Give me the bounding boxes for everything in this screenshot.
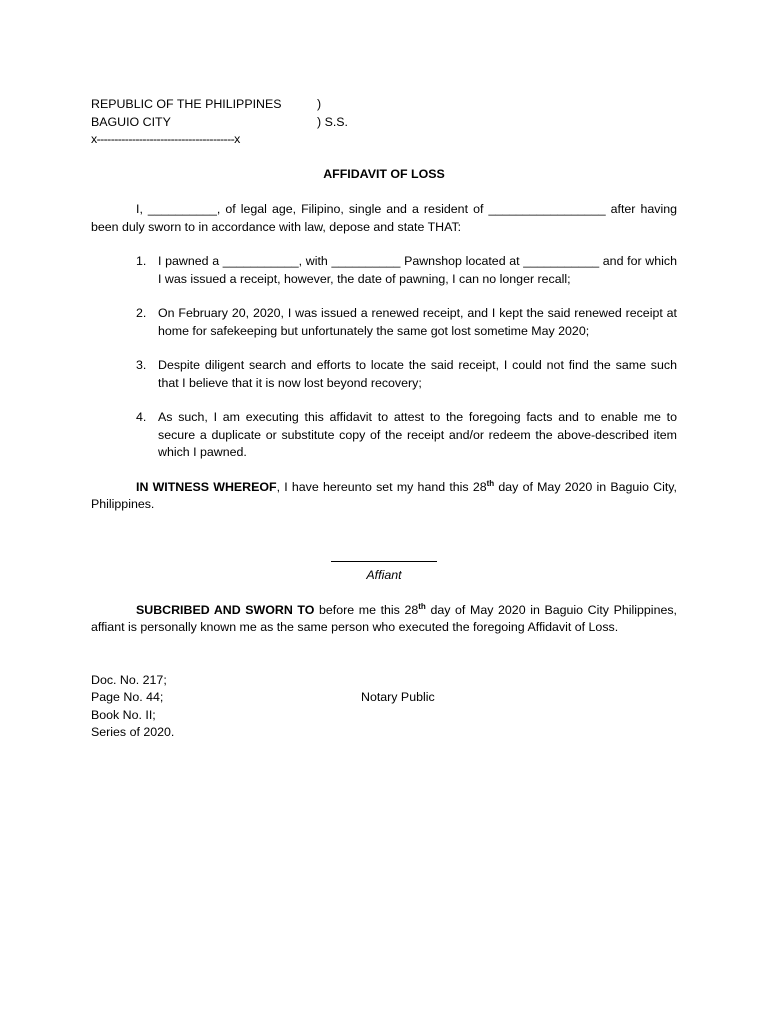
item-text: Despite diligent search and efforts to locate the said receipt, I could not find the same such that I believe that it is now lost beyond recovery; (158, 358, 677, 390)
item-number: 1. (136, 254, 147, 268)
item-number: 4. (136, 410, 147, 424)
list-item (91, 305, 677, 340)
affidavit-document (91, 96, 677, 744)
witness-text-b: day of May 2020 in Baguio City, Philippines. (91, 479, 677, 511)
witness-heading: IN WITNESS WHEREOF (136, 479, 277, 494)
item-number: 3. (136, 358, 147, 372)
item-text: I pawned a ___________, with __________ Pawnshop located at ___________ and for which I was issued a receipt, however, the date of pawning, I can no longer recall; (158, 254, 677, 286)
jurat-heading: SUBCRIBED AND SWORN TO (136, 602, 315, 617)
jurat-text-a: before me this 28 (314, 602, 419, 617)
witness-text-a: , I have hereunto set my hand this 28 (276, 479, 487, 494)
venue-city: BAGUIO CITY (91, 114, 171, 129)
affiant-signature-block (91, 549, 677, 585)
venue-ss: ) S.S. (317, 114, 348, 129)
intro-paragraph: I, __________, of legal age, Filipino, single and a resident of _________________ after having been duly sworn to in accordance with law, depose and state THAT: (91, 202, 677, 234)
notary-public-label: Notary Public (361, 690, 435, 704)
witness-ordinal: th (486, 478, 495, 488)
item-text: As such, I am executing this affidavit to attest to the foregoing facts and to enable me to secure a duplicate or substitute copy of the receipt and/or redeem the above-described item which I pawned. (158, 410, 677, 459)
jurat-paragraph (91, 602, 677, 637)
statement-list (91, 253, 677, 462)
venue-separator: x---------------------------------------x (91, 132, 240, 146)
witness-paragraph (91, 479, 677, 514)
venue-bracket: ) (317, 97, 322, 111)
item-number: 2. (136, 306, 147, 320)
document-title: AFFIDAVIT OF LOSS (323, 166, 445, 181)
signature-line (331, 549, 437, 562)
jurat-text-b: day of May 2020 in Baguio City Philippines, affiant is personally known me as the same person who executed the foregoing Affidavit of Loss. (91, 602, 677, 634)
list-item (91, 409, 677, 462)
book-number: Book No. II; (91, 707, 156, 722)
page-number: Page No. 44; (91, 690, 164, 704)
item-text: On February 20, 2020, I was issued a renewed receipt, and I kept the said renewed receipt at home for safekeeping but unfortunately the same got lost sometime May 2020; (158, 306, 677, 338)
jurat-ordinal: th (418, 601, 426, 611)
list-item (91, 253, 677, 288)
notarial-register (91, 672, 677, 744)
venue-block (91, 96, 677, 131)
series-year: Series of 2020. (91, 725, 175, 739)
doc-number: Doc. No. 217; (91, 672, 167, 687)
list-item (91, 357, 677, 392)
register-entries (91, 672, 174, 742)
venue-country: REPUBLIC OF THE PHILIPPINES (91, 97, 282, 111)
affiant-label: Affiant (366, 568, 402, 582)
